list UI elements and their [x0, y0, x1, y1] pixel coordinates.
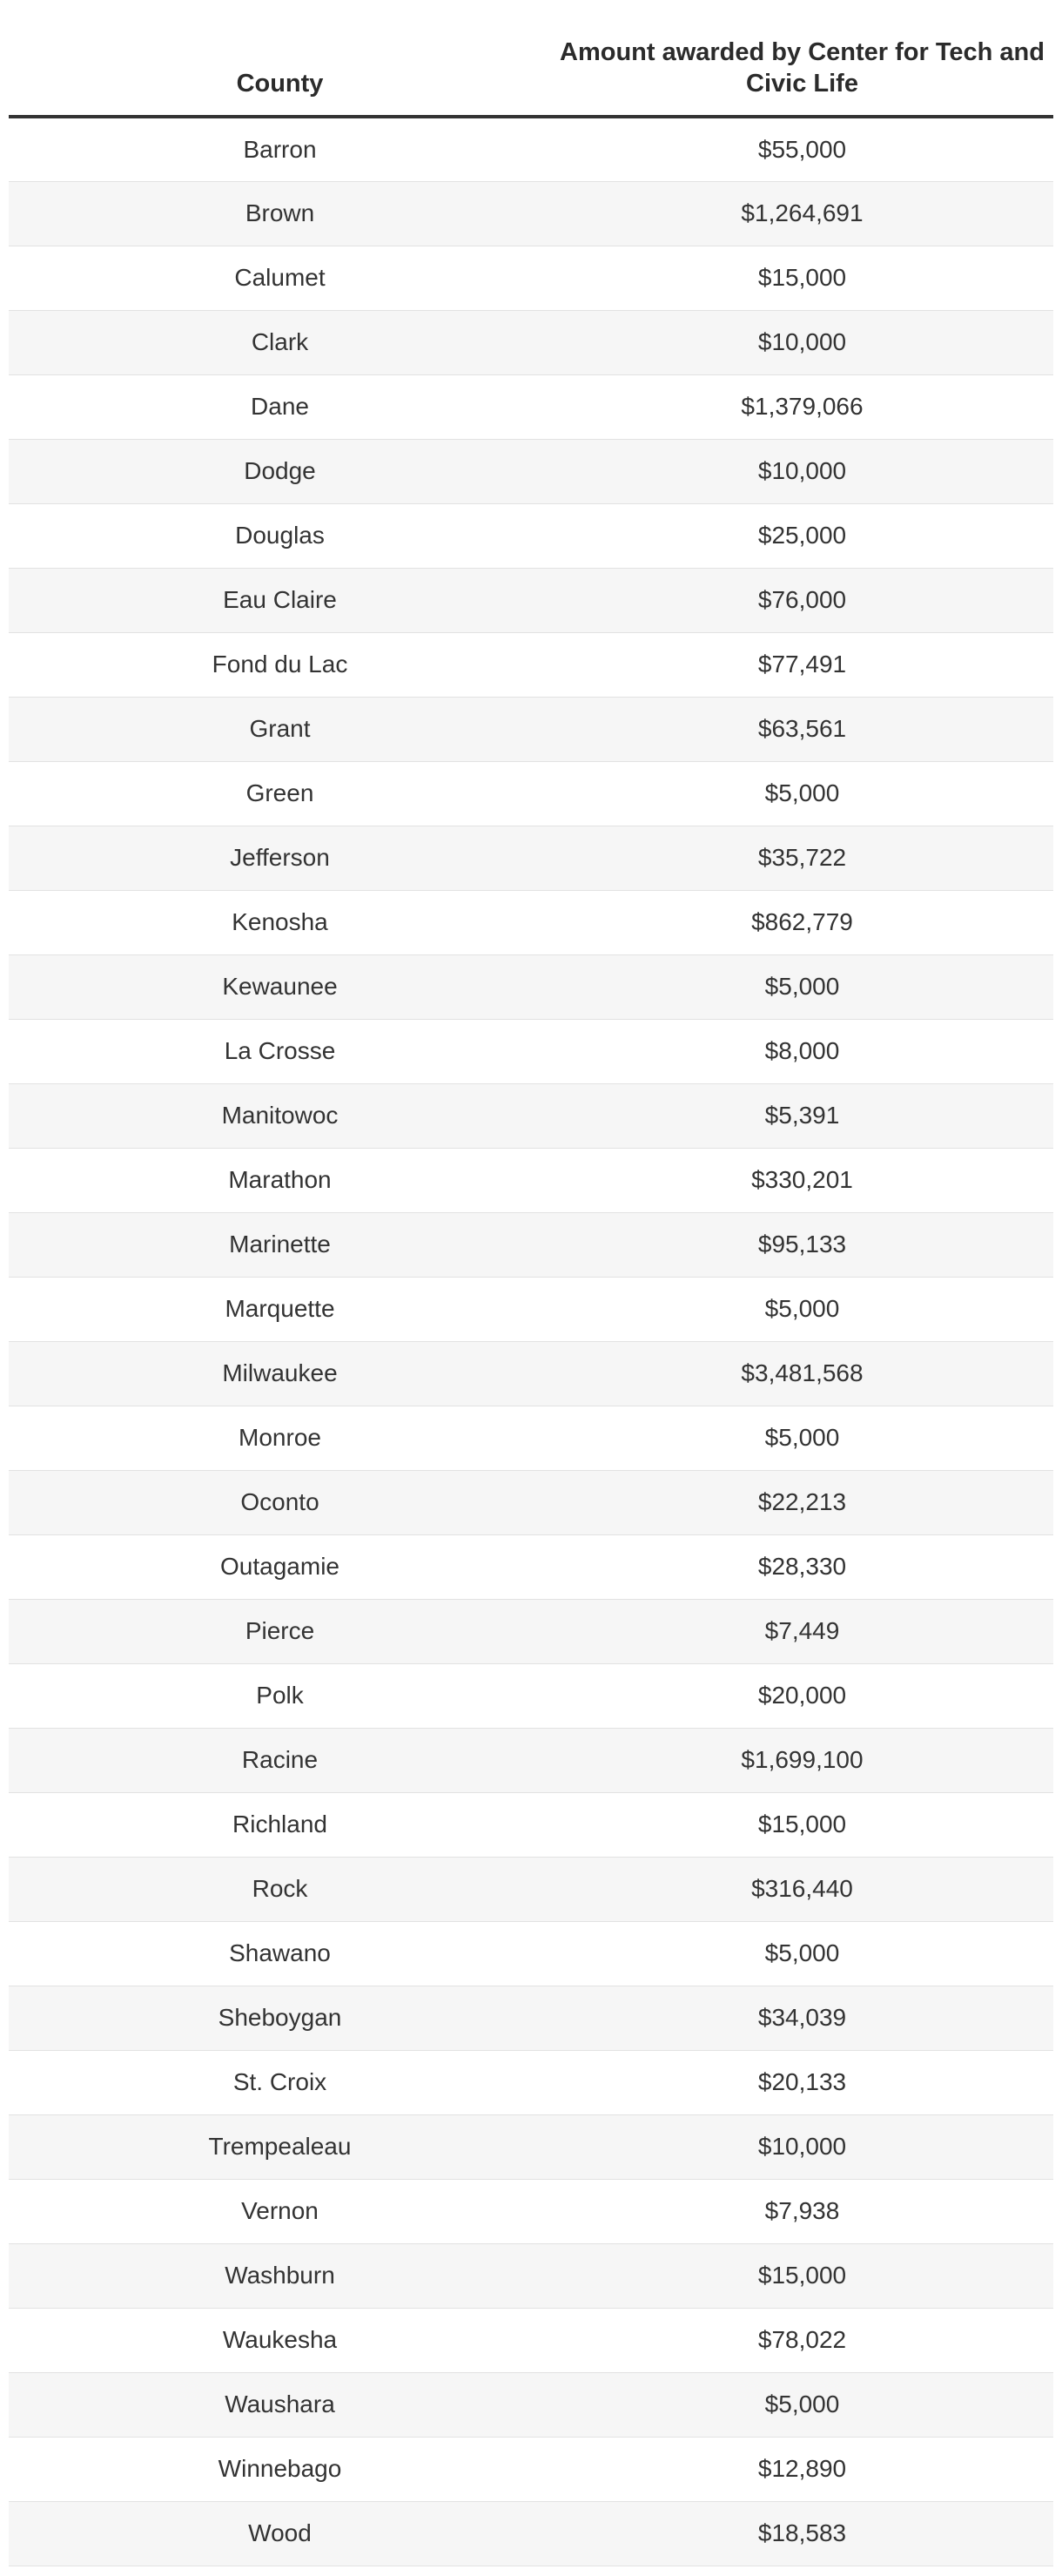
county-cell: Green: [9, 761, 551, 826]
amount-cell: $5,000: [551, 1406, 1053, 1470]
amount-cell: $25,000: [551, 503, 1053, 568]
table-row: [9, 1534, 1053, 1599]
amount-cell: $20,133: [551, 2050, 1053, 2114]
amount-cell: $55,000: [551, 117, 1053, 181]
county-cell: Eau Claire: [9, 568, 551, 632]
amount-cell: $10,000: [551, 310, 1053, 374]
amount-cell: $78,022: [551, 2308, 1053, 2372]
county-cell: Marquette: [9, 1277, 551, 1341]
table-row: [9, 1277, 1053, 1341]
table-row: [9, 1083, 1053, 1148]
county-cell: Fond du Lac: [9, 632, 551, 697]
table-row: [9, 2308, 1053, 2372]
table-row: [9, 632, 1053, 697]
table-row: [9, 890, 1053, 954]
county-cell: Washburn: [9, 2243, 551, 2308]
amount-cell: $34,039: [551, 1986, 1053, 2050]
county-cell: Dodge: [9, 439, 551, 503]
amount-cell: $10,000: [551, 439, 1053, 503]
county-cell: Pierce: [9, 1599, 551, 1663]
amount-cell: $862,779: [551, 890, 1053, 954]
county-cell: Kewaunee: [9, 954, 551, 1019]
table-row: [9, 310, 1053, 374]
table-row: [9, 1341, 1053, 1406]
table-row: [9, 568, 1053, 632]
table-row: [9, 503, 1053, 568]
column-header-amount: Amount awarded by Center for Tech and Civic Life: [551, 0, 1053, 117]
county-cell: Wood: [9, 2501, 551, 2566]
county-cell: Marinette: [9, 1212, 551, 1277]
table-row: [9, 1406, 1053, 1470]
amount-cell: $1,699,100: [551, 1728, 1053, 1792]
county-cell: Dane: [9, 374, 551, 439]
table-header: [9, 0, 1053, 117]
amount-cell: $76,000: [551, 568, 1053, 632]
table-row: [9, 1663, 1053, 1728]
county-cell: Racine: [9, 1728, 551, 1792]
county-cell: St. Croix: [9, 2050, 551, 2114]
amount-cell: $3,481,568: [551, 1341, 1053, 1406]
table-row: [9, 1019, 1053, 1083]
amount-cell: $5,391: [551, 1083, 1053, 1148]
amount-cell: $22,213: [551, 1470, 1053, 1534]
county-cell: Waushara: [9, 2372, 551, 2437]
table-row: [9, 1470, 1053, 1534]
table-row: [9, 2179, 1053, 2243]
table-body: [9, 117, 1053, 2566]
amount-cell: $7,938: [551, 2179, 1053, 2243]
table-row: [9, 117, 1053, 181]
table-row: [9, 181, 1053, 246]
table-row: [9, 246, 1053, 310]
table-row: [9, 1792, 1053, 1857]
table-row: [9, 1921, 1053, 1986]
amount-cell: $28,330: [551, 1534, 1053, 1599]
county-cell: Grant: [9, 697, 551, 761]
table-row: [9, 2372, 1053, 2437]
table-row: [9, 2114, 1053, 2179]
county-cell: Brown: [9, 181, 551, 246]
table-row: [9, 2437, 1053, 2501]
table-row: [9, 1148, 1053, 1212]
amount-cell: $5,000: [551, 1921, 1053, 1986]
amount-cell: $77,491: [551, 632, 1053, 697]
county-grants-table: [9, 0, 1053, 2566]
county-cell: Vernon: [9, 2179, 551, 2243]
county-cell: La Crosse: [9, 1019, 551, 1083]
grants-table-container: [9, 0, 1053, 2566]
amount-cell: $5,000: [551, 761, 1053, 826]
amount-cell: $20,000: [551, 1663, 1053, 1728]
amount-cell: $15,000: [551, 246, 1053, 310]
table-row: [9, 697, 1053, 761]
county-cell: Barron: [9, 117, 551, 181]
amount-cell: $1,264,691: [551, 181, 1053, 246]
county-cell: Monroe: [9, 1406, 551, 1470]
amount-cell: $10,000: [551, 2114, 1053, 2179]
county-cell: Kenosha: [9, 890, 551, 954]
table-row: [9, 761, 1053, 826]
county-cell: Polk: [9, 1663, 551, 1728]
amount-cell: $8,000: [551, 1019, 1053, 1083]
county-cell: Outagamie: [9, 1534, 551, 1599]
county-cell: Marathon: [9, 1148, 551, 1212]
county-cell: Douglas: [9, 503, 551, 568]
table-row: [9, 374, 1053, 439]
header-row: [9, 0, 1053, 117]
amount-cell: $35,722: [551, 826, 1053, 890]
county-cell: Winnebago: [9, 2437, 551, 2501]
amount-cell: $330,201: [551, 1148, 1053, 1212]
table-row: [9, 2050, 1053, 2114]
amount-cell: $15,000: [551, 2243, 1053, 2308]
county-cell: Clark: [9, 310, 551, 374]
county-cell: Manitowoc: [9, 1083, 551, 1148]
amount-cell: $5,000: [551, 2372, 1053, 2437]
table-row: [9, 1728, 1053, 1792]
table-row: [9, 954, 1053, 1019]
amount-cell: $63,561: [551, 697, 1053, 761]
county-cell: Shawano: [9, 1921, 551, 1986]
amount-cell: $5,000: [551, 954, 1053, 1019]
amount-cell: $316,440: [551, 1857, 1053, 1921]
amount-cell: $5,000: [551, 1277, 1053, 1341]
county-cell: Waukesha: [9, 2308, 551, 2372]
table-row: [9, 2243, 1053, 2308]
amount-cell: $7,449: [551, 1599, 1053, 1663]
county-cell: Oconto: [9, 1470, 551, 1534]
table-row: [9, 1986, 1053, 2050]
amount-cell: $95,133: [551, 1212, 1053, 1277]
county-cell: Calumet: [9, 246, 551, 310]
table-row: [9, 2501, 1053, 2566]
table-row: [9, 826, 1053, 890]
amount-cell: $18,583: [551, 2501, 1053, 2566]
county-cell: Sheboygan: [9, 1986, 551, 2050]
county-cell: Milwaukee: [9, 1341, 551, 1406]
table-row: [9, 439, 1053, 503]
amount-cell: $1,379,066: [551, 374, 1053, 439]
county-cell: Trempealeau: [9, 2114, 551, 2179]
county-cell: Richland: [9, 1792, 551, 1857]
table-row: [9, 1212, 1053, 1277]
amount-cell: $15,000: [551, 1792, 1053, 1857]
column-header-county: County: [9, 0, 551, 117]
county-cell: Jefferson: [9, 826, 551, 890]
amount-cell: $12,890: [551, 2437, 1053, 2501]
county-cell: Rock: [9, 1857, 551, 1921]
table-row: [9, 1599, 1053, 1663]
table-row: [9, 1857, 1053, 1921]
